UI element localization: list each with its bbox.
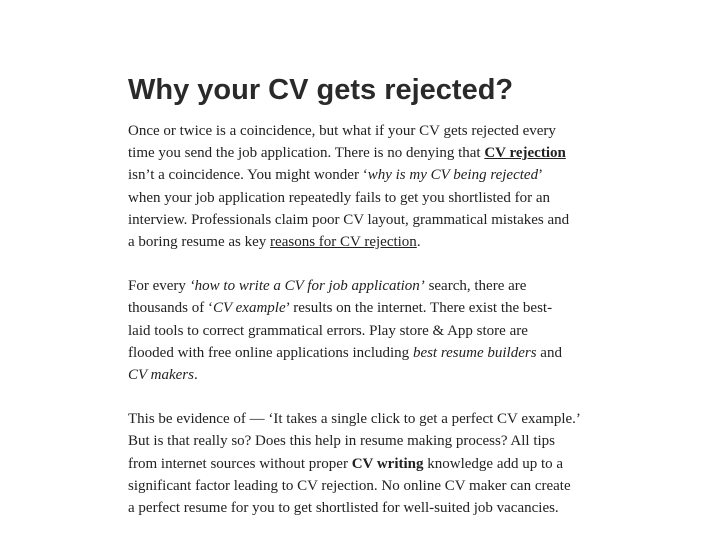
paragraph-2 bbox=[128, 275, 598, 386]
emphasis-text: best resume builders bbox=[412, 344, 537, 361]
text-line: Once or twice is a coincidence, but what if your CV gets rejected every bbox=[128, 123, 556, 139]
text-span: thousands of ‘ bbox=[128, 300, 213, 317]
text-line: interview. Professionals claim poor CV layout, grammatical mistakes and bbox=[128, 211, 570, 228]
page-title: Why your CV gets rejected? bbox=[128, 74, 514, 106]
text-span: ’ results on the internet. There exist the best- bbox=[285, 300, 553, 317]
text-span: a boring resume as key bbox=[128, 234, 271, 251]
text-span: flooded with free online applications including bbox=[128, 344, 413, 361]
text-span: search, there are bbox=[424, 278, 527, 295]
text-span: isn’t a coincidence. You might wonder ‘ bbox=[128, 167, 368, 184]
text-span: . bbox=[193, 367, 198, 384]
text-span: and bbox=[536, 344, 562, 361]
article bbox=[128, 70, 598, 541]
text-line bbox=[128, 453, 598, 475]
text-line bbox=[128, 275, 598, 297]
text-span: ’ bbox=[538, 167, 544, 184]
emphasis-text: CV makers bbox=[128, 367, 194, 384]
text-span: knowledge add up to a bbox=[423, 455, 564, 472]
text-line bbox=[128, 142, 598, 164]
text-line: a perfect resume for you to get shortlisted for well-suited job vacancies. bbox=[128, 500, 559, 517]
text-line bbox=[128, 342, 598, 364]
text-line: But is that really so? Does this help in resume making process? All tips bbox=[128, 433, 556, 450]
text-span: from internet sources without proper bbox=[128, 455, 352, 472]
text-span: For every bbox=[128, 278, 190, 295]
text-line: when your job application repeatedly fails to get you shortlisted for an bbox=[128, 189, 550, 206]
emphasis-text: CV example bbox=[213, 300, 286, 317]
text-span: . bbox=[416, 234, 421, 251]
reasons-for-cv-rejection-link[interactable]: reasons for CV rejection bbox=[270, 234, 417, 251]
text-line bbox=[128, 297, 598, 319]
emphasis-text: ‘how to write a CV for job application’ bbox=[189, 278, 425, 295]
text-span: time you send the job application. There is no denying that bbox=[128, 145, 485, 162]
paragraph-3 bbox=[128, 408, 598, 519]
text-line bbox=[128, 364, 598, 386]
text-line: This be evidence of — ‘It takes a single click to get a perfect CV example.’ bbox=[128, 411, 581, 428]
text-line: laid tools to correct grammatical errors. Play store & App store are bbox=[128, 322, 528, 339]
paragraph-1 bbox=[128, 120, 598, 253]
text-line bbox=[128, 164, 598, 186]
text-line bbox=[128, 231, 598, 253]
strong-text: CV writing bbox=[351, 455, 424, 472]
text-line: significant factor leading to CV rejection. No online CV maker can create bbox=[128, 477, 571, 494]
cv-rejection-link[interactable]: CV rejection bbox=[484, 145, 566, 162]
emphasis-text: why is my CV being rejected bbox=[367, 167, 539, 184]
